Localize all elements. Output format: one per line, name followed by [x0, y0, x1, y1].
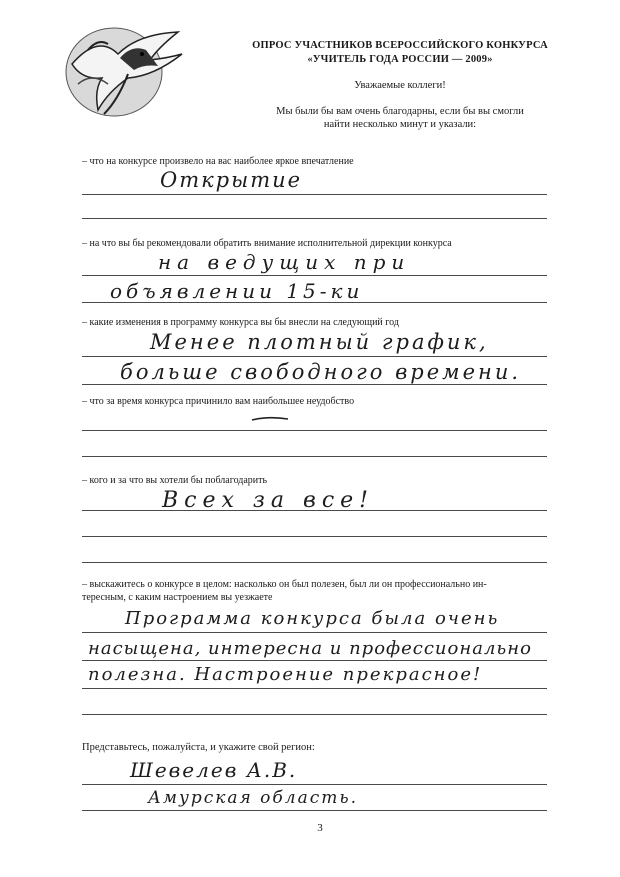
- greeting: Уважаемые коллеги!: [354, 80, 446, 91]
- answer-line: [82, 632, 547, 633]
- answer-line: [82, 810, 547, 811]
- survey-subtitle: «УЧИТЕЛЬ ГОДА РОССИИ — 2009»: [307, 54, 493, 65]
- region-answer-name: Шевелев А.В.: [130, 758, 298, 782]
- region-label: Представьтесь, пожалуйста, и укажите свой регион:: [82, 742, 315, 753]
- answer-line: [82, 218, 547, 219]
- answer-line: [82, 714, 547, 715]
- answer-line: [82, 356, 547, 357]
- intro-line-1: Мы были бы вам очень благодарны, если бы вы смогли: [276, 106, 524, 117]
- intro-line-2: найти несколько минут и указали:: [323, 119, 477, 130]
- answer-line: [82, 536, 547, 537]
- answer-3-line-1: Менее плотный график,: [150, 330, 489, 354]
- answer-line: [82, 660, 547, 661]
- answer-6-line-2: насыщена, интересна и профессионально: [88, 638, 532, 659]
- question-label-3: – какие изменения в программу конкурса вы бы внесли на следующий год: [82, 317, 399, 328]
- answer-line: [82, 784, 547, 785]
- answer-4-dash: [250, 414, 290, 424]
- question-label-1: – что на конкурсе произвело на вас наиболее яркое впечатление: [82, 156, 354, 167]
- question-label-6b: тересным, с каким настроением вы уезжаете: [82, 592, 273, 603]
- answer-line: [82, 302, 547, 303]
- answer-line: [82, 194, 547, 195]
- question-label-2: – на что вы бы рекомендовали обратить внимание исполнительной дирекции конкурса: [82, 238, 452, 249]
- answer-line: [82, 275, 547, 276]
- answer-line: [82, 456, 547, 457]
- region-answer-area: Амурская область.: [148, 788, 359, 808]
- answer-5-line-1: Всех за все!: [162, 488, 375, 513]
- question-label-6a: – выскажитесь о конкурсе в целом: насколько он был полезен, был ли он профессионально ин-: [82, 579, 487, 590]
- answer-2-line-2: объявлении 15-ки: [110, 279, 364, 303]
- answer-6-line-3: полезна. Настроение прекрасное!: [88, 664, 483, 685]
- answer-line: [82, 384, 547, 385]
- page-number: 3: [317, 822, 323, 834]
- answer-line: [82, 510, 547, 511]
- pelican-emblem-icon: [58, 14, 190, 126]
- answer-6-line-1: Программа конкурса была очень: [125, 608, 500, 629]
- question-label-4: – что за время конкурса причинило вам наибольшее неудобство: [82, 396, 355, 407]
- survey-title: ОПРОС УЧАСТНИКОВ ВСЕРОССИЙСКОГО КОНКУРСА: [252, 40, 548, 51]
- answer-1-line-1: Открытие: [160, 168, 303, 192]
- question-label-5: – кого и за что вы хотели бы поблагодарить: [82, 475, 268, 486]
- answer-line: [82, 430, 547, 431]
- answer-line: [82, 688, 547, 689]
- answer-line: [82, 562, 547, 563]
- answer-2-line-1: на ведущих при: [158, 250, 411, 274]
- answer-3-line-2: больше свободного времени.: [120, 360, 522, 384]
